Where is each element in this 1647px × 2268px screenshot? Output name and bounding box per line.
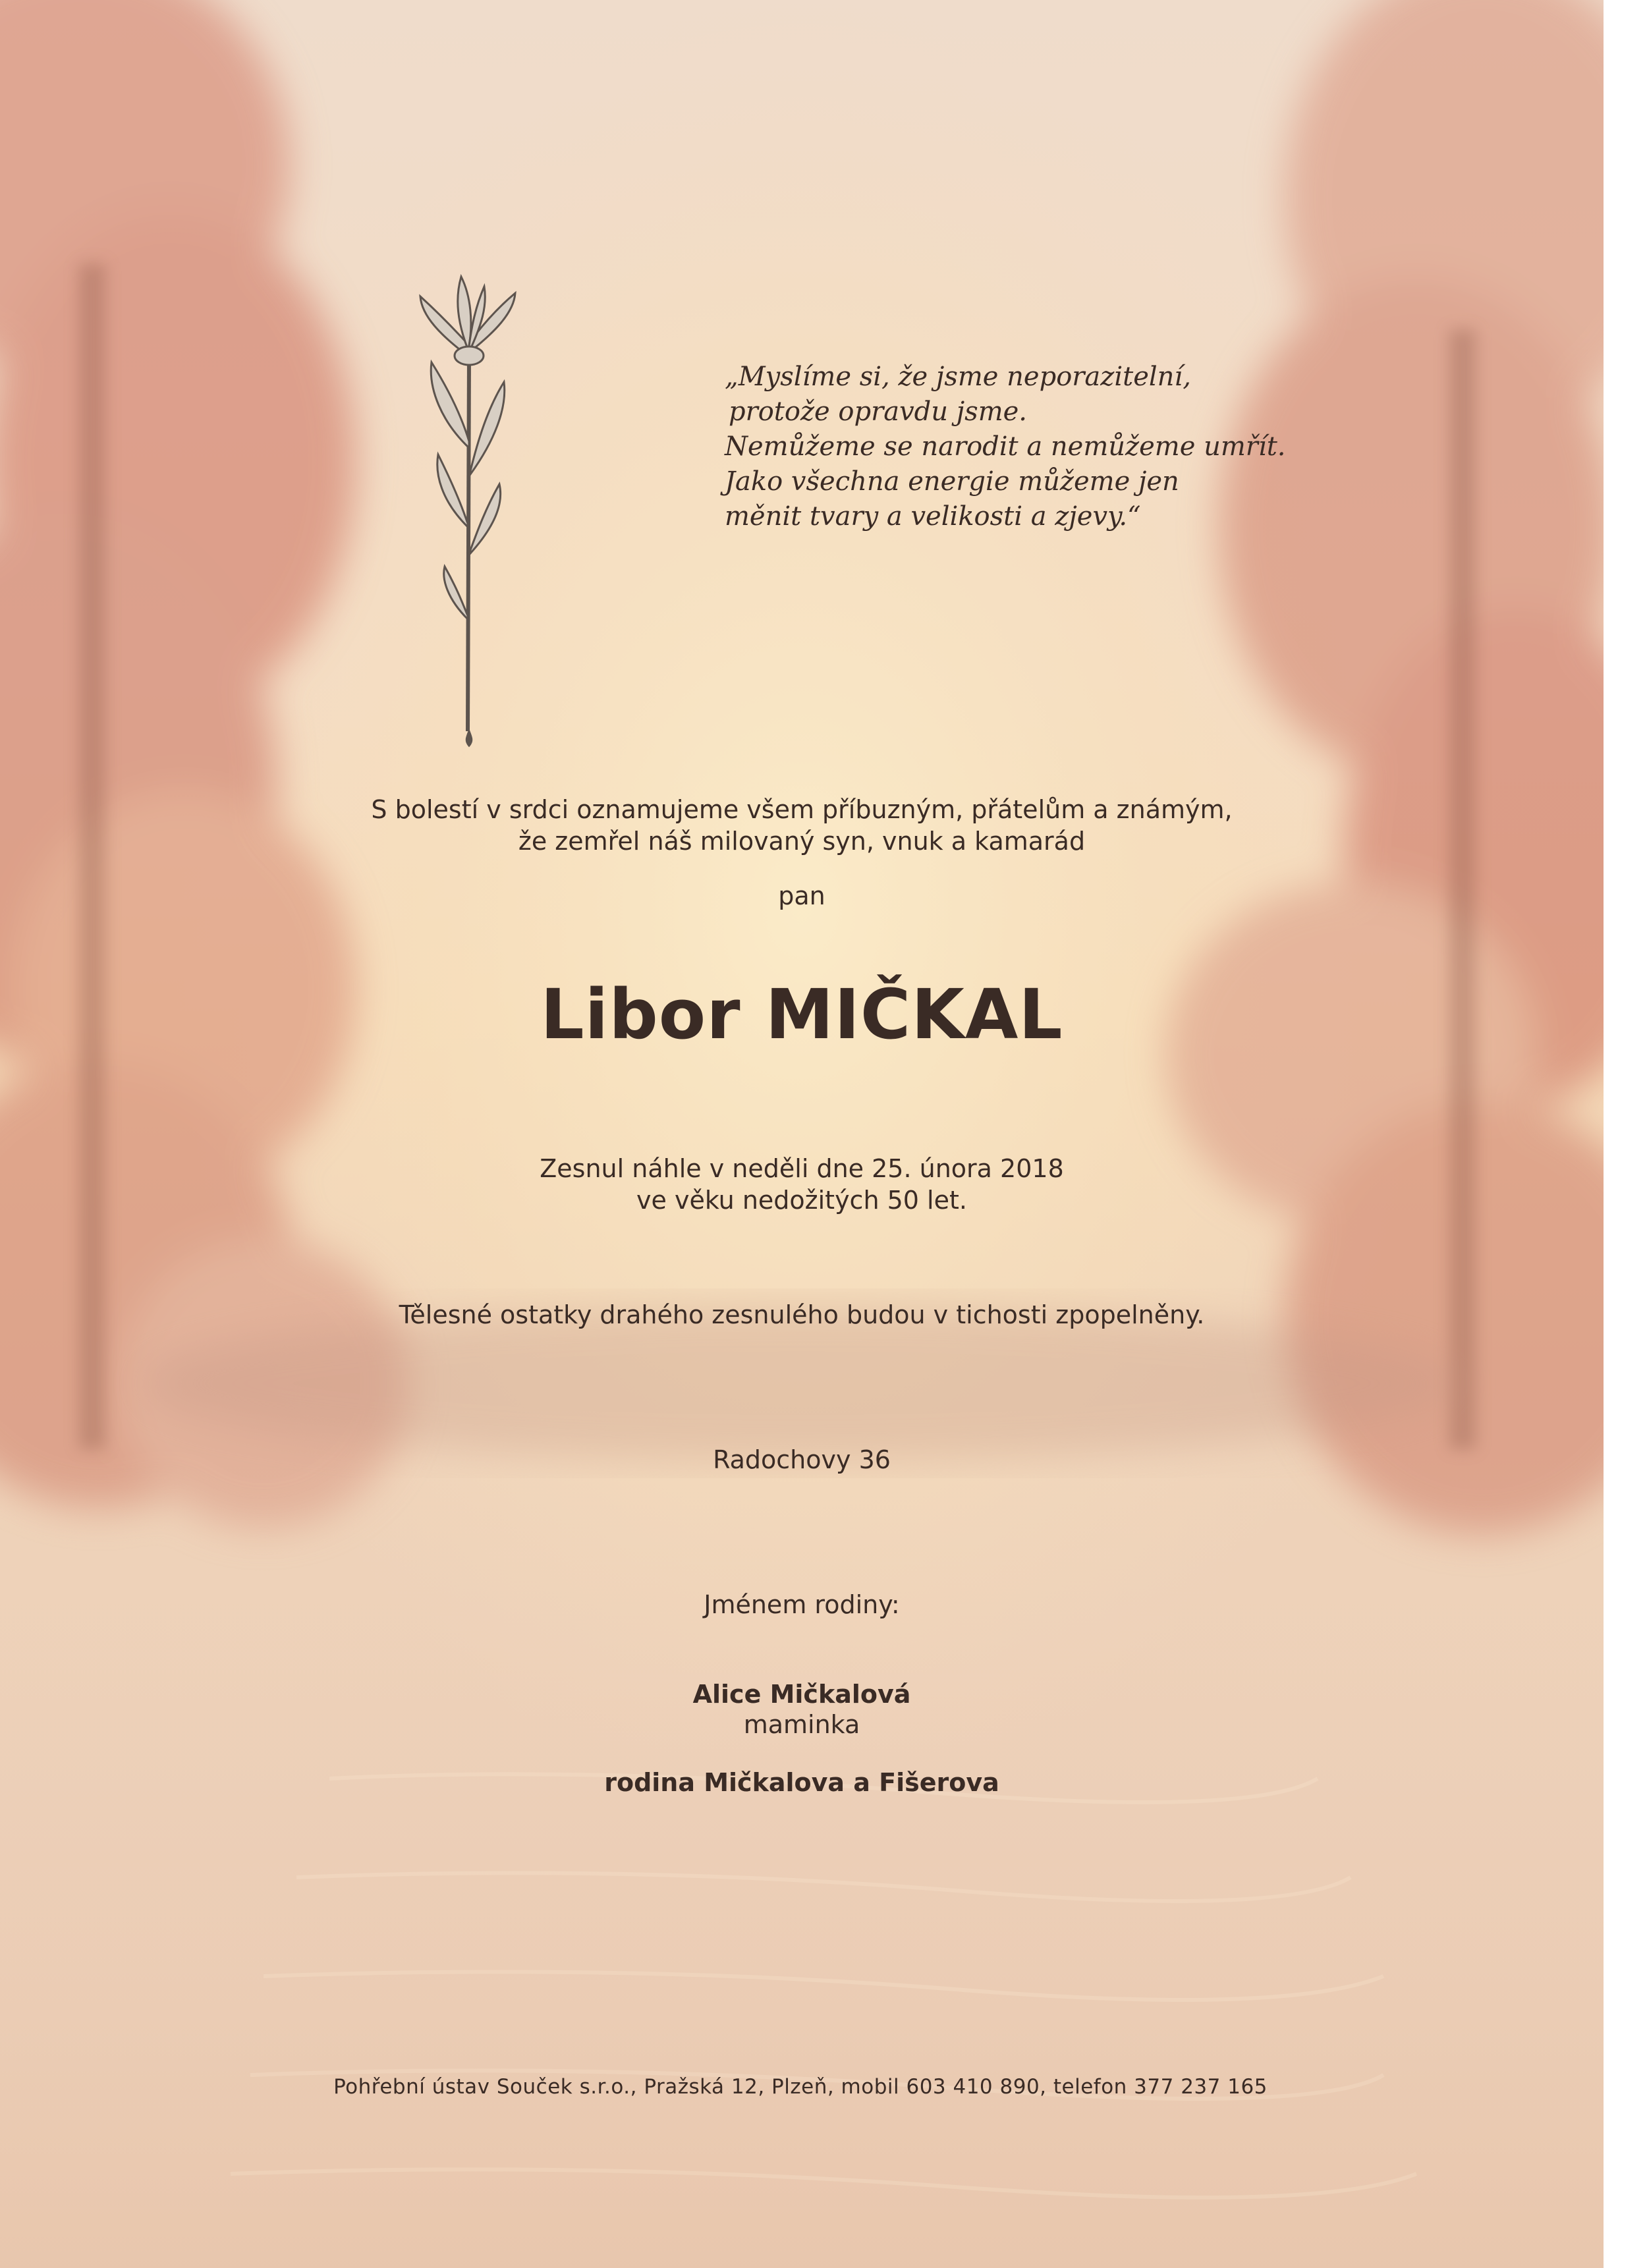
announcement <box>0 794 1604 857</box>
remains-notice: Tělesné ostatky drahého zesnulého budou v tichosti zpopelněny. <box>399 1300 1205 1329</box>
quote-line: protože opravdu jsme. <box>729 397 1028 427</box>
funeral-home-footer: Pohřební ústav Souček s.r.o., Pražská 12, Plzeň, mobil 603 410 890, telefon 377 237 165 <box>333 2075 1268 2099</box>
death-notice <box>0 1153 1604 1216</box>
scan-margin <box>1604 0 1647 2268</box>
announcement-line: že zemřel náš milovaný syn, vnuk a kamarád <box>518 827 1086 856</box>
salutation: pan <box>778 881 825 910</box>
family-heading: Jménem rodiny: <box>704 1590 900 1619</box>
death-line: Zesnul náhle v neděli dne 25. února 2018 <box>540 1154 1064 1183</box>
quote-line: měnit tvary a velikosti a zjevy.“ <box>725 501 1141 532</box>
announcement-line: S bolestí v srdci oznamujeme všem příbuzným, přátelům a známým, <box>371 795 1233 824</box>
quote <box>725 360 1318 534</box>
quote-line: Jako všechna energie můžeme jen <box>725 466 1179 497</box>
family-person-name: Alice Mičkalová <box>692 1680 911 1709</box>
quote-line: Nemůžeme se narodit a nemůžeme umřít. <box>725 431 1286 462</box>
quote-line: „Myslíme si, že jsme neporazitelní, <box>725 362 1191 392</box>
death-line: ve věku nedožitých 50 let. <box>636 1186 967 1215</box>
family-families: rodina Mičkalova a Fišerova <box>604 1768 999 1797</box>
deceased-name: Libor MIČKAL <box>540 974 1063 1055</box>
family-person-relation: maminka <box>743 1710 860 1739</box>
address: Radochovy 36 <box>713 1445 891 1474</box>
